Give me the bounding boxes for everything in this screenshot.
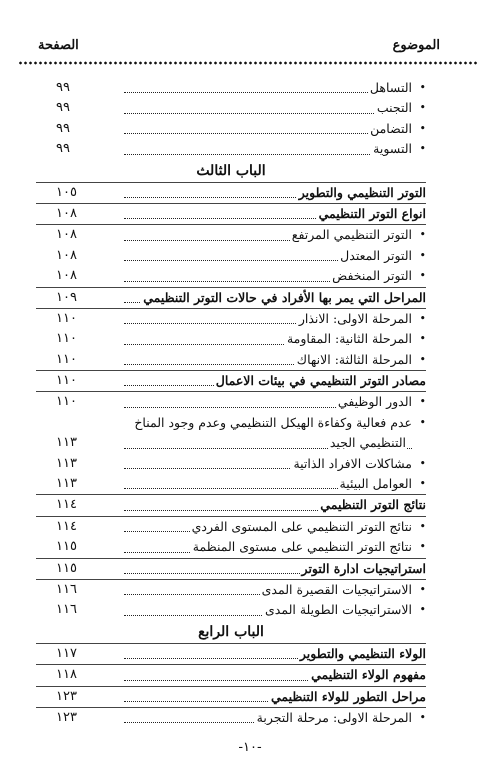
toc-entry-label: التضامن xyxy=(370,120,412,136)
toc-page-number: ١١٤ xyxy=(56,497,77,513)
bullet-icon: • xyxy=(419,603,426,617)
toc-page-number: ١٢٣ xyxy=(56,709,77,725)
toc-entry-label: المرحلة الثانية: المقاومة xyxy=(286,331,412,347)
bullet-icon: • xyxy=(419,332,426,346)
toc-entry-main[interactable] xyxy=(36,288,426,308)
toc-page-number: ١٠٨ xyxy=(56,227,77,243)
toc-entry-label: نتائج التوتر التنظيمي على المستوى الفردي xyxy=(191,518,412,534)
bullet-icon: • xyxy=(419,477,426,491)
bullet-icon: • xyxy=(419,519,426,533)
toc-entry-label: مراحل التطور للولاء التنظيمي xyxy=(270,688,426,704)
bullet-icon: • xyxy=(419,269,426,283)
section-heading: الباب الثالث xyxy=(36,160,426,183)
toc-entry-label: التسوية xyxy=(373,141,412,157)
toc-page-number: ١١٠ xyxy=(56,351,77,367)
toc-entry-sub[interactable] xyxy=(36,329,426,349)
toc-page-number: ١٠٩ xyxy=(56,289,77,305)
toc-page-number: ١١٠ xyxy=(56,394,77,410)
toc-entry-label-continued: التنظيمي الجيد xyxy=(329,435,406,451)
bullet-icon: • xyxy=(419,540,426,554)
toc-entry-sub[interactable] xyxy=(36,580,426,600)
bullet-icon: • xyxy=(419,81,426,94)
bullet-icon: • xyxy=(419,415,426,429)
toc-entry-label: التوتر المعتدل xyxy=(340,247,412,263)
bullet-icon: • xyxy=(419,228,426,242)
toc-page-number: ١١٥ xyxy=(56,539,77,555)
toc-entry-main[interactable] xyxy=(36,204,426,224)
toc-page-number: ٩٩ xyxy=(56,100,70,116)
toc-page-number: ١١٣ xyxy=(56,476,77,492)
toc-page-number: ١١٧ xyxy=(56,645,77,661)
toc-entry-sub[interactable] xyxy=(36,225,426,245)
toc-entry-label: مشاكلات الافراد الذاتية xyxy=(293,455,412,471)
toc-entry-sub[interactable] xyxy=(36,537,426,557)
toc-entry-sub[interactable] xyxy=(36,600,426,620)
toc-entry-main[interactable] xyxy=(36,559,426,579)
toc-entry-label: مفهوم الولاء التنظيمي xyxy=(311,667,426,683)
topic-column-header: الموضوع xyxy=(392,38,440,53)
toc-entry-label: استراتيجيات ادارة التوتر xyxy=(301,560,426,576)
bullet-icon: • xyxy=(419,101,426,115)
toc-page-number: ١١٠ xyxy=(56,331,77,347)
toc-entry-label: نتائج التوتر التنظيمي xyxy=(320,497,426,513)
bullet-icon: • xyxy=(419,352,426,366)
toc-entry-label: الاستراتيجيات الطويلة المدى xyxy=(265,602,412,618)
toc-entry-label: مصادر التوتر التنظيمي في بيئات الاعمال xyxy=(215,373,426,389)
toc-entry-label: العوامل البيئية xyxy=(339,476,412,492)
toc-entry-label: التوتر التنظيمي المرتفع xyxy=(291,227,412,243)
toc-entry-label: المرحلة الاولى: الانذار xyxy=(298,310,412,326)
toc-entry-sub[interactable] xyxy=(36,119,426,139)
toc-entry-label: انواع التوتر التنظيمي xyxy=(318,205,426,221)
toc-entry-label: الولاء التنظيمي والتطوير xyxy=(299,645,426,661)
page-footer-number: -١٠- xyxy=(238,740,262,755)
toc-entry-sub[interactable] xyxy=(36,98,426,118)
toc-entry-main[interactable] xyxy=(36,371,426,391)
toc-entry-label: الدور الوظيفي xyxy=(337,394,412,410)
toc-entry-label: نتائج التوتر التنظيمي على مستوى المنظمة xyxy=(192,539,412,555)
toc-page-number: ١٠٥ xyxy=(56,184,77,200)
toc-entry-label: التساهل xyxy=(369,80,412,95)
toc-entry-sub[interactable] xyxy=(36,78,426,98)
toc-entry-label: الاستراتيجيات القصيرة المدى xyxy=(261,582,412,597)
toc-page-number: ١١٦ xyxy=(56,582,77,597)
toc-page-number: ١١٦ xyxy=(56,602,77,618)
toc-page-number: ١٠٨ xyxy=(56,205,77,221)
toc-entry-label: التجنب xyxy=(376,100,412,116)
toc-page-number: ١١٨ xyxy=(56,667,77,683)
toc-entry-label: التوتر التنظيمي والتطوير xyxy=(298,184,426,200)
toc-page-number: ١٢٣ xyxy=(56,688,77,704)
bullet-icon: • xyxy=(419,248,426,262)
toc-entry-main[interactable] xyxy=(36,183,426,203)
bullet-icon: • xyxy=(419,583,426,596)
bullet-icon: • xyxy=(419,121,426,135)
toc-entry-sub[interactable] xyxy=(36,474,426,494)
toc-page-number: ٩٩ xyxy=(56,141,70,157)
toc-entry-sub[interactable] xyxy=(36,708,426,728)
toc-page-number: ١١٣ xyxy=(56,435,77,451)
toc-entry-sub[interactable] xyxy=(36,517,426,537)
toc-entry-main[interactable] xyxy=(36,687,426,707)
header-dotted-divider xyxy=(18,60,478,66)
toc-entry-label: المراحل التي يمر بها الأفراد في حالات التوتر التنظيمي xyxy=(143,289,426,305)
toc-page-number: ٩٩ xyxy=(56,80,70,95)
toc-entry-sub[interactable] xyxy=(36,139,426,159)
toc-entry-sub[interactable] xyxy=(36,246,426,266)
toc-page-number: ١٠٨ xyxy=(56,247,77,263)
toc-page-number: ١١٤ xyxy=(56,518,77,534)
page-column-header: الصفحة xyxy=(38,38,79,53)
bullet-icon: • xyxy=(419,395,426,409)
toc-entry-sub[interactable] xyxy=(36,309,426,329)
toc-page-number: ١١٥ xyxy=(56,560,77,576)
toc-entry-main[interactable] xyxy=(36,495,426,515)
toc-entry-sub[interactable] xyxy=(36,350,426,370)
toc-entry-sub[interactable] xyxy=(36,413,426,454)
toc-entry-label: عدم فعالية وكفاءة الهيكل التنظيمي وعدم وجود المناخ xyxy=(134,414,412,430)
bullet-icon: • xyxy=(419,710,426,724)
toc-entry-label: التوتر المنخفض xyxy=(332,268,412,284)
toc-page-number: ١١٠ xyxy=(56,310,77,326)
dot-leader xyxy=(124,113,412,114)
toc-page-number: ١١٣ xyxy=(56,455,77,471)
toc-entry-sub[interactable] xyxy=(36,454,426,474)
toc-entry-label: المرحلة الاولى: مرحلة التجربة xyxy=(256,709,412,725)
bullet-icon: • xyxy=(419,142,426,156)
toc-header xyxy=(38,38,440,58)
bullet-icon: • xyxy=(419,456,426,470)
toc-entry-label: المرحلة الثالثة: الانهاك xyxy=(296,351,412,367)
toc-page-number: ٩٩ xyxy=(56,120,70,136)
section-heading: الباب الرابع xyxy=(36,621,426,644)
dot-leader xyxy=(124,154,412,155)
toc-entry-main[interactable] xyxy=(36,644,426,664)
toc-page-number: ١٠٨ xyxy=(56,268,77,284)
toc-page-number: ١١٠ xyxy=(56,373,77,389)
toc-entry-sub[interactable] xyxy=(36,266,426,286)
toc-entry-sub[interactable] xyxy=(36,392,426,412)
bullet-icon: • xyxy=(419,311,426,325)
toc-list xyxy=(36,78,426,728)
toc-entry-main[interactable] xyxy=(36,665,426,685)
